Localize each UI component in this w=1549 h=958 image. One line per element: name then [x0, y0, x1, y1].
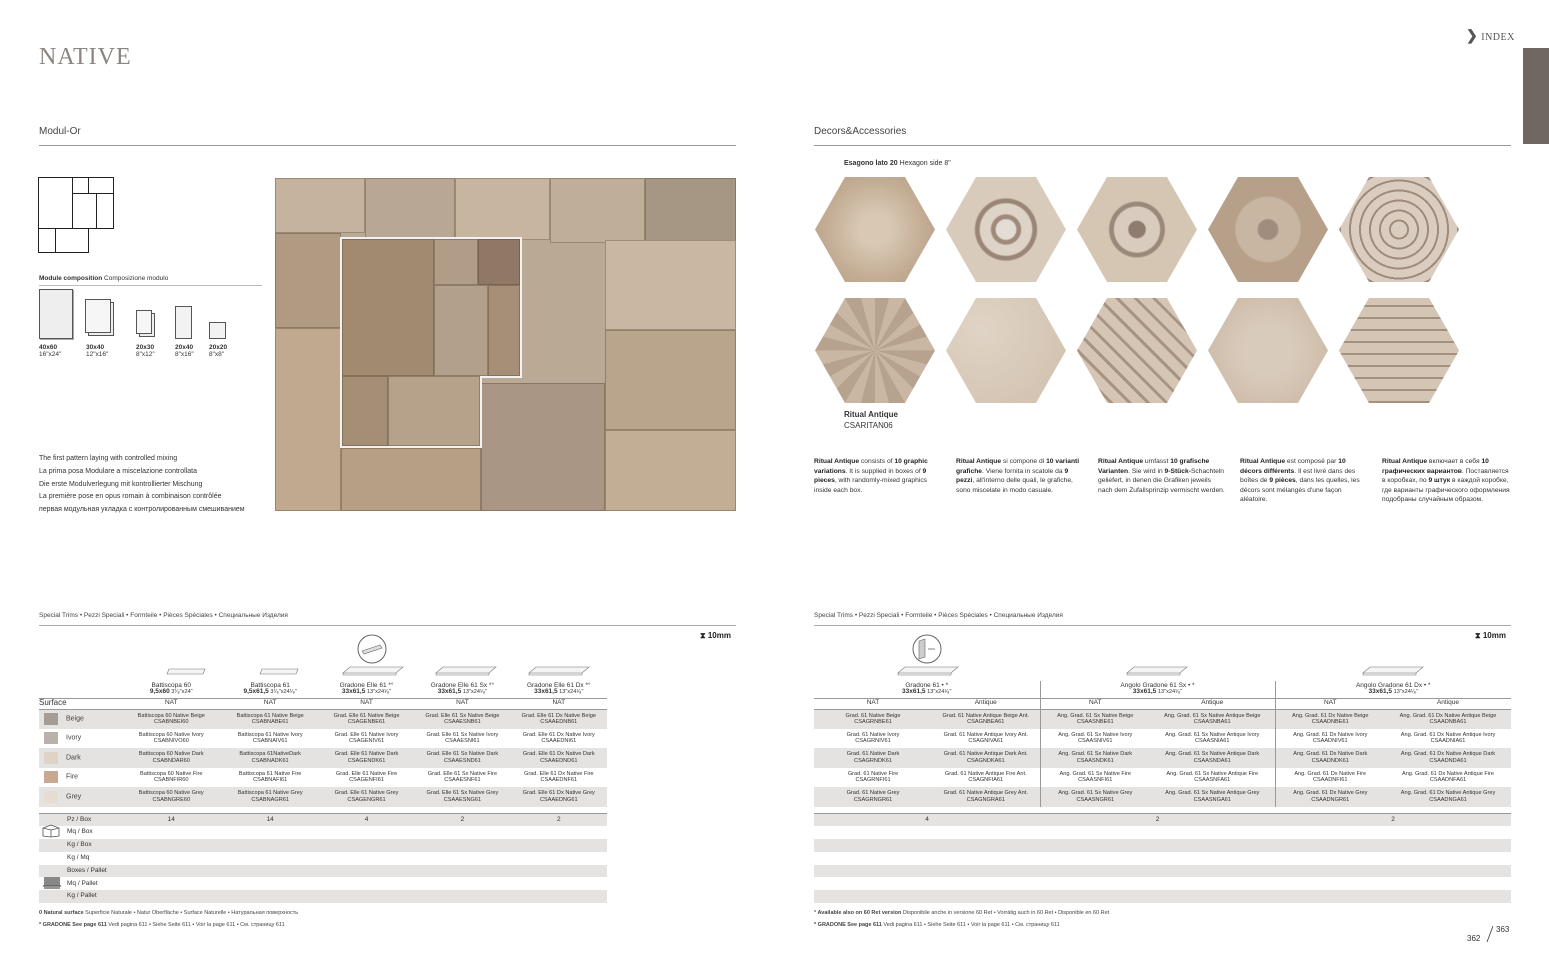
- size-30x40-icon: [85, 299, 111, 333]
- ritual-antique-label: Ritual Antique CSARITAN06: [844, 410, 898, 430]
- page-title: NATIVE: [39, 44, 132, 70]
- page-number-right: 363: [1496, 925, 1510, 934]
- thickness-label-right: ⧗ 10mm: [1475, 631, 1506, 640]
- divider: [814, 625, 1511, 626]
- finish: NAT: [360, 699, 373, 707]
- hexagon-decor-10: [1339, 298, 1459, 403]
- floor-photo: [275, 178, 736, 511]
- swatch-grey: [44, 791, 58, 803]
- table-row: Dark Battiscopa 60 Native Dark CSABNDAR60 Battiscopa 61NativeDark CSABNADK61 Grad. Elle 61 Native Dark CSAGENDK61 Grad. Elle 61 Sx Native Dark CSAAESND61 Grad. Elle 61 Dx Native Dark CSAAEDND61: [39, 748, 607, 768]
- hexagon-decor-1: [815, 177, 935, 282]
- hexagon-label: Esagono lato 20 Hexagon side 8": [844, 160, 951, 167]
- size-20x30: 20x30 8"x12": [136, 344, 155, 358]
- group-header: Angolo Gradone 61 Dx • * 33x61,5 13"x24¹⁄₈": [1355, 681, 1431, 696]
- size-40x60: 40x60 16"x24": [39, 344, 62, 358]
- hexagon-decor-7: [946, 298, 1066, 403]
- footnote-60ret: ° Available also on 60 Ret version Disponibile anche in versione 60 Ret • Vorrätig auch in 60 Ret • Disponible en 60 Ret: [814, 910, 1110, 916]
- description-ru: Ritual Antique включает в себя 10 графических вариантов. Поставляется в коробках, по 9 штук в каждой коробке, где варианты графического оформления подобраны случайным образом.: [1382, 458, 1510, 503]
- thickness-icon: ⧗: [1475, 631, 1481, 640]
- left-trims-table: [39, 681, 607, 807]
- table-row: Grad. 61 Native Dark CSAGRNDK61 Grad. 61 Native Antique Dark Ant. CSAGNDKA61 Ang. Grad. 61 Sx Native Dark CSAASNDK61 Ang. Grad. 61 Sx Native Antique Dark CSAASNDA61 Ang. Grad. 61 Dx Native Dark CSAADNDK61 Ang. Grad. 61 Dx Native Antique Dark CSAADNDA61: [814, 748, 1511, 768]
- right-trims-table: Gradone 61 • * 33x61,5 13"x24¹⁄₈" Angolo Gradone 61 Sx • * 33x61,5 13"x24¹⁄₈" Angolo Gradone 61 Dx • * 33x61,5 13"x24¹⁄₈" NAT Antique NAT Antique NAT Antique Grad. 61 Native Beige CSAGRNBE61 Grad. 61 Native Antique Beige Ant. CSAGNBEA61 Ang. Grad. 61 Sx Native Beige CSAASNBE61 Ang. Grad. 61 Sx Native Antique Beige CSAASNBA61 Ang. Grad. 61 Dx Native Beige CSAADNBE61 Ang. Grad. 61 Dx Native Antique Beige CSAADNBA61 Grad. 61 Native Ivory CSAGRNIV61 Grad. 61 Native Antique Ivory Ant. CSAGNIVA61 Ang. Grad. 61 Sx Native Ivory CSAASNIV61 Ang. Grad. 61 Sx Native Antique Ivory CSAASNIA61 Ang. Grad. 61 Dx Native Ivory CSAADNIV61 Ang. Grad. 61 Dx Native Antique Ivory CSAADNIA61 Grad. 61 Native Dark CSAGRNDK61 Grad. 61 Native Antique Dark Ant. CSAGNDKA61 Ang. Grad. 61 Sx Native Dark CSAASNDK61 Ang. Grad. 61 Sx Native Antique Dark CSAASNDA61 Ang. Grad. 61 Dx Native Dark CSAADNDK61 Ang. Grad. 61 Dx Native Antique Dark CSAADNDA61 Grad. 61 Native Fire CSAGRNFI61 Grad. 61 Native Antique Fire Ant. CSAGNFIA61 Ang. Grad. 61 Sx Native Fire CSAASNFI61 Ang. Grad. 61 Sx Native Antique Fire CSAASNFA61 Ang. Grad. 61 Dx Native Fire CSAADNFI61 Ang. Grad. 61 Dx Native Antique Fire CSAADNFA61 Grad. 61 Native Grey CSAGRNGR61 Grad. 61 Native Antique Grey Ant. CSAGNGRA61 Ang. Grad. 61 Sx Native Grey CSAASNGR61 Ang. Grad. 61 Sx Native Antique Grey CSAASNGA61 Ang. Grad. 61 Dx Native Grey CSAADNGR61 Ang. Grad. 61 Dx Native Antique Grey CSAADNGA61: [814, 681, 1511, 807]
- table-row: Grad. 61 Native Fire CSAGRNFI61 Grad. 61 Native Antique Fire Ant. CSAGNFIA61 Ang. Grad. 61 Sx Native Fire CSAASNFI61 Ang. Grad. 61 Sx Native Antique Fire CSAASNFA61 Ang. Grad. 61 Dx Native Fire CSAADNFI61 Ang. Grad. 61 Dx Native Antique Fire CSAADNFA61: [814, 768, 1511, 788]
- swatch-beige: [44, 713, 58, 725]
- col-header: Gradone Elle 61 Dx *° 33x61,5 13"x24¹⁄₈": [526, 681, 591, 696]
- swatch-ivory: [44, 732, 58, 744]
- finish: NAT: [456, 699, 469, 707]
- finish: NAT: [164, 699, 178, 707]
- description-en: Ritual Antique consists of 10 graphic variations. It is supplied in boxes of 9 pieces, with randomly-mixed graphics inside each box.: [814, 458, 928, 494]
- table-row: Grad. 61 Native Grey CSAGRNGR61 Grad. 61 Native Antique Grey Ant. CSAGNGRA61 Ang. Grad. 61 Sx Native Grey CSAASNGR61 Ang. Grad. 61 Sx Native Antique Grey CSAASNGA61 Ang. Grad. 61 Dx Native Grey CSAADNGR61 Ang. Grad. 61 Dx Native Antique Grey CSAADNGA61: [814, 787, 1511, 807]
- divider: [39, 285, 262, 286]
- thickness-label: ⧗ 10mm: [700, 631, 731, 640]
- page-divider-slash: [1485, 925, 1495, 943]
- hexagon-decor-4: [1208, 177, 1328, 282]
- size-40x60-icon: [39, 289, 73, 339]
- battiscopa-60-icon: [166, 668, 206, 676]
- description-it: Ritual Antique si compone di 10 varianti grafiche. Viene fornita in scatole da 9 pezzi, all'interno delle quali, le grafiche, sono miscelate in modo casuale.: [956, 458, 1080, 494]
- hexagon-decor-9: [1208, 298, 1328, 403]
- finish: NAT: [552, 699, 566, 707]
- angolo-gradone-dx-icon: [1362, 665, 1424, 677]
- module-pattern-icon: [38, 177, 115, 253]
- size-20x30-icon: [136, 310, 152, 334]
- hexagon-decor-2: [946, 177, 1066, 282]
- hexagon-decor-8: [1077, 298, 1197, 403]
- module-highlight-lower: [340, 376, 482, 448]
- description-de: Ritual Antique umfasst 10 grafische Varianten. Sie wird in 9-Stück-Schachteln geliefert, in denen die Grafiken jeweils nach dem Zufallsprinzip vermischt werden.: [1098, 458, 1225, 494]
- pattern-description: The first pattern laying with controlled mixing La prima posa Modulare a miscelazione controllata Die erste Modulverlegung mit kontrollierter Mischung La première pose en opus romain à combinaison contrôlée первая модульная укладка с контролированным смешиванием: [39, 455, 245, 514]
- table-row: Grad. 61 Native Ivory CSAGRNIV61 Grad. 61 Native Antique Ivory Ant. CSAGNIVA61 Ang. Grad. 61 Sx Native Ivory CSAASNIV61 Ang. Grad. 61 Sx Native Antique Ivory CSAASNIA61 Ang. Grad. 61 Dx Native Ivory CSAADNIV61 Ang. Grad. 61 Dx Native Antique Ivory CSAADNIA61: [814, 729, 1511, 749]
- size-20x20: 20x20 8"x8": [209, 344, 228, 358]
- description-fr: Ritual Antique est composé par 10 décors différents. Il est livré dans des boîtes de 9 pièces, dans les quelles, les décors sont mélangés d'une façon aléatoire.: [1240, 458, 1360, 503]
- section-decors: Decors&Accessories: [814, 126, 907, 137]
- hexagon-decor-3: [1077, 177, 1197, 282]
- table-row: Fire Battiscopa 60 Native Fire CSABNFIR60 Battiscopa 61 Native Fire CSABNAFI61 Grad. Elle 61 Native Fire CSAGENFI61 Grad. Elle 61 Sx Native Fire CSAAESNF61 Grad. Elle 61 Dx Native Fire CSAAEDNF61: [39, 768, 607, 788]
- finish: NAT: [263, 699, 277, 707]
- size-20x20-icon: [209, 322, 226, 339]
- divider: [39, 625, 736, 626]
- col-header: Battiscopa 61 9,5x61,5 3⁷⁄₈"x24¹⁄₈": [243, 681, 297, 696]
- col-header: Gradone Elle 61 *° 33x61,5 13"x24¹⁄₈": [339, 681, 394, 696]
- pallet-icon: [42, 876, 62, 890]
- box-icon: [42, 824, 60, 838]
- size-20x40: 20x40 8"x16": [175, 344, 194, 358]
- group-header: Gradone 61 • * 33x61,5 13"x24¹⁄₈": [814, 681, 1040, 698]
- table-row: Grey Battiscopa 60 Native Grey CSABNGRE60 Battiscopa 61 Native Grey CSABNAGR61 Grad. Elle 61 Native Grey CSAGENGR61 Grad. Elle 61 Sx Native Grey CSAAESNG61 Grad. Elle 61 Dx Native Grey CSAAEDNG61: [39, 787, 607, 807]
- index-link[interactable]: [1466, 28, 1518, 45]
- thickness-icon: ⧗: [700, 631, 706, 640]
- footnote-gradone: * GRADONE See page 611 Vedi pagina 611 • Siehe Seite 611 • Voir la page 611 • См. страницу 611: [39, 922, 285, 928]
- divider: [39, 145, 736, 146]
- footnote-gradone-right: * GRADONE See page 611 Vedi pagina 611 • Siehe Seite 611 • Voir la page 611 • См. страницу 611: [814, 922, 1060, 928]
- footnote-natural: 0 Natural surface Superficie Naturale • Natur Oberfläche • Surface Naturelle • Натуральная поверхность: [39, 910, 299, 916]
- module-highlight: [340, 237, 522, 378]
- angolo-gradone-sx-icon: [1126, 665, 1188, 677]
- special-trims-header-right: Special Trims • Pezzi Speciali • Formteile • Pièces Spéciales • Специальные Изделия: [814, 612, 1063, 619]
- module-composition-label: Module composition Composizione modulo: [39, 275, 169, 282]
- divider: [814, 145, 1511, 146]
- side-tab: [1523, 48, 1549, 144]
- table-row: Grad. 61 Native Beige CSAGRNBE61 Grad. 61 Native Antique Beige Ant. CSAGNBEA61 Ang. Grad. 61 Sx Native Beige CSAASNBE61 Ang. Grad. 61 Sx Native Antique Beige CSAASNBA61 Ang. Grad. 61 Dx Native Beige CSAADNBE61 Ang. Grad. 61 Dx Native Antique Beige CSAADNBA61: [814, 709, 1511, 729]
- left-packaging-table: Pz / Box 14 14 4 2 2 Mq / Box Kg / Box Kg / Mq Boxes / Pallet Mq / Pallet Kg / Pallet: [39, 813, 607, 903]
- gradone-61-icon: [897, 665, 959, 677]
- table-row: Ivory Battiscopa 60 Native Ivory CSABNIVO60 Battiscopa 61 Native Ivory CSABNAIV61 Grad. Elle 61 Native Ivory CSAGENIV61 Grad. Elle 61 Sx Native Ivory CSAAESNI61 Grad. Elle 61 Dx Native Ivory CSAAEDNI61: [39, 729, 607, 749]
- gradone-elle-61-dx-icon: [528, 665, 590, 677]
- right-packaging-table: 4 2 2: [814, 813, 1511, 903]
- surface-label: Surface: [39, 698, 67, 708]
- table-row: Beige Battiscopa 60 Native Beige CSABNBEI60 Battiscopa 61 Native Beige CSABNABE61 Grad. Elle 61 Native Beige CSAGENBE61 Grad. Elle 61 Sx Native Beige CSAAESNB61 Grad. Elle 61 Dx Native Beige CSAAEDNB61: [39, 709, 607, 729]
- col-header: Battiscopa 60 9,5x60 3⁷⁄₈"x24": [149, 681, 193, 696]
- size-30x40: 30x40 12"x16": [86, 344, 109, 358]
- battiscopa-61-icon: [259, 668, 299, 676]
- section-modul-or: Modul-Or: [39, 126, 81, 137]
- gradone-elle-61-icon: [342, 665, 404, 677]
- group-header: Angolo Gradone 61 Sx • * 33x61,5 13"x24¹⁄₈": [1040, 681, 1275, 698]
- gradone-elle-61-sx-icon: [435, 665, 497, 677]
- gradone-profile-icon: [356, 633, 388, 665]
- index-label: INDEX: [1481, 32, 1515, 43]
- index-arrow-icon: ❯: [1466, 29, 1479, 44]
- hexagon-decor-5: [1339, 177, 1459, 282]
- special-trims-header: Special Trims • Pezzi Speciali • Formteile • Pièces Spéciales • Специальные Изделия: [39, 612, 288, 619]
- col-header: Gradone Elle 61 Sx *° 33x61,5 13"x24¹⁄₈": [430, 681, 495, 696]
- swatch-dark: [44, 752, 58, 764]
- size-20x40-icon: [175, 306, 192, 339]
- hexagon-decor-6: [815, 298, 935, 403]
- page-number-left: 362: [1467, 934, 1481, 943]
- swatch-fire: [44, 771, 58, 783]
- gradone-61-profile-icon: [911, 633, 943, 665]
